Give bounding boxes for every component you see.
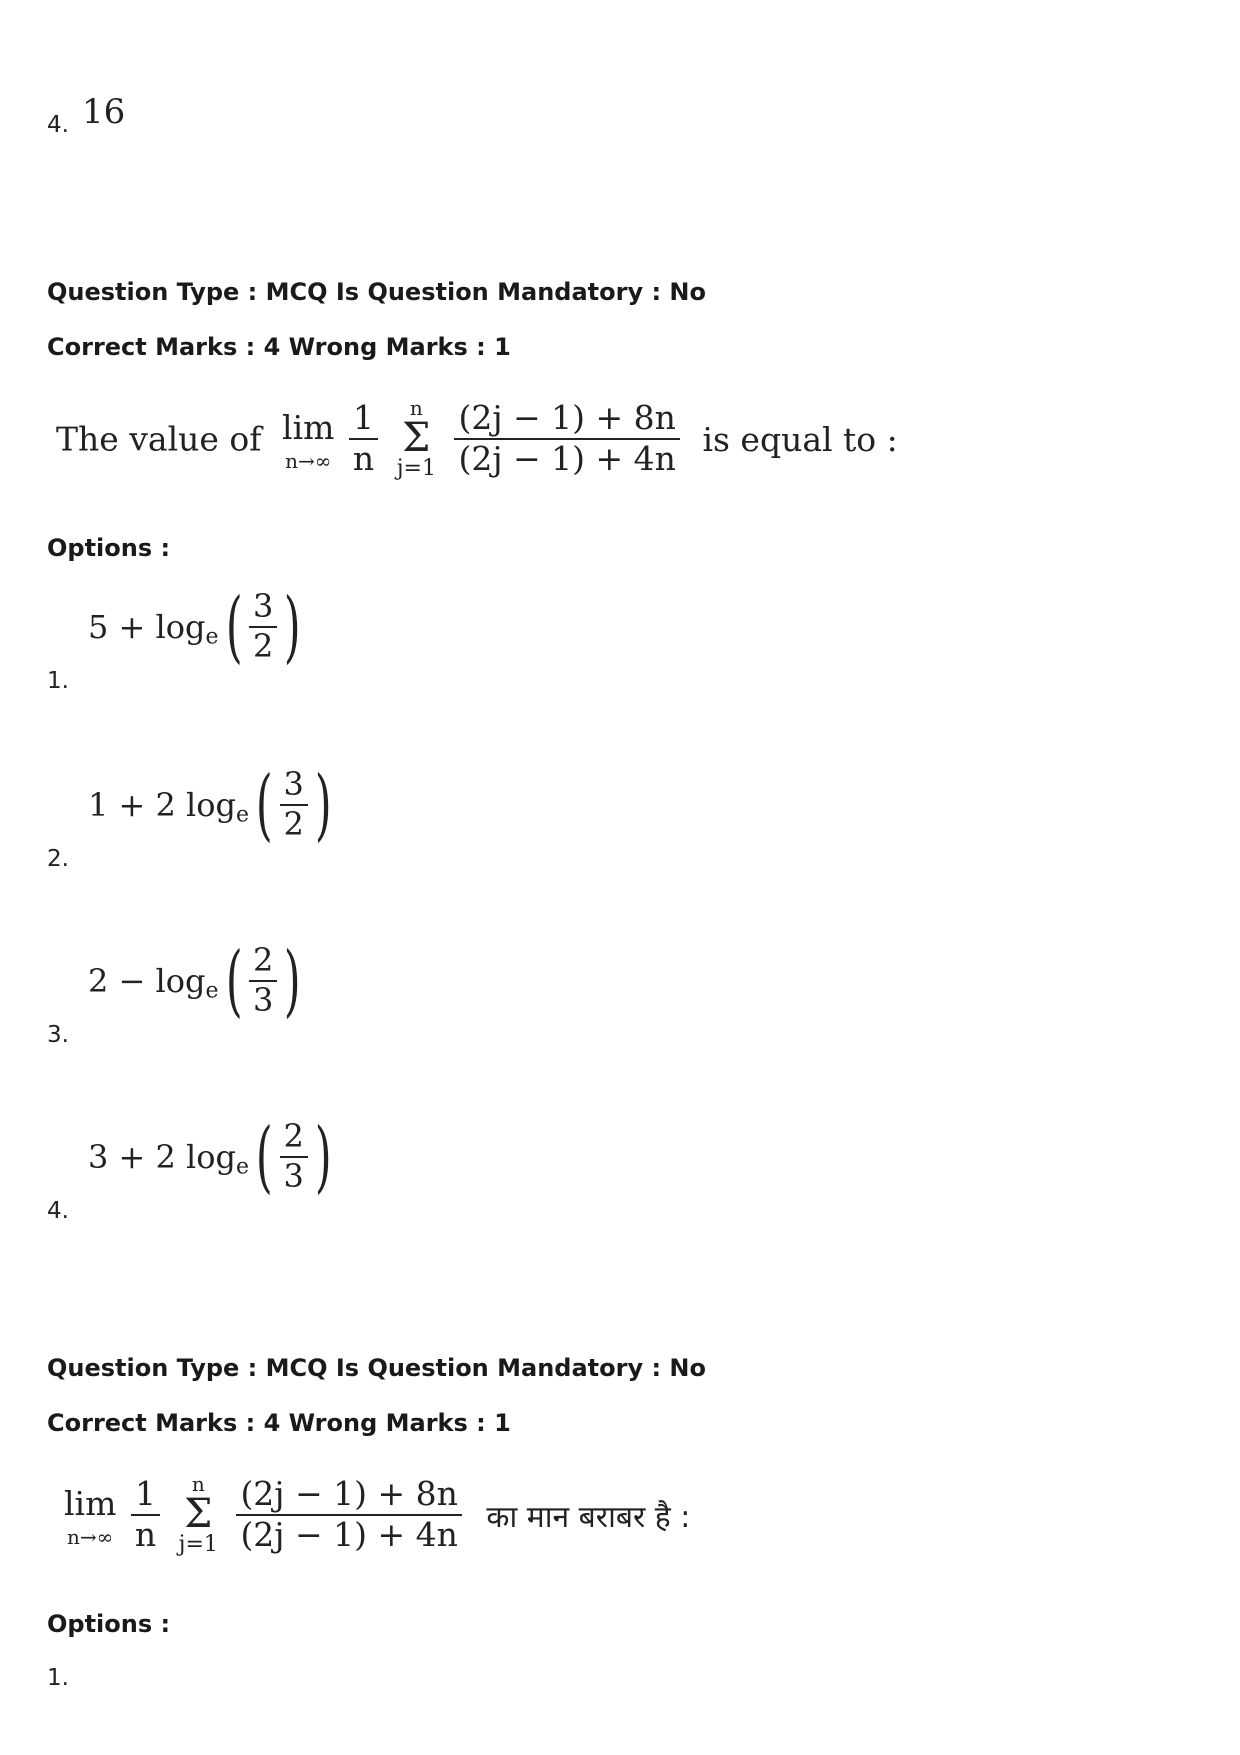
option-1-expression[interactable] [88, 582, 308, 672]
left-paren: ( [225, 582, 243, 672]
sum-lower-limit: j=1 [396, 456, 436, 481]
fraction-denominator: n [352, 439, 375, 478]
right-paren: ) [314, 1112, 332, 1202]
main-denominator: (2j − 1) + 4n [458, 439, 676, 478]
limit-operator [64, 1484, 116, 1547]
left-paren: ( [255, 1112, 273, 1202]
options-label: Options : [47, 534, 171, 562]
option-numerator: 3 [249, 590, 277, 628]
fraction-numerator: 1 [349, 401, 378, 440]
limit-operator [282, 408, 334, 471]
lim-subscript: n→∞ [67, 1524, 114, 1549]
option-lead: 5 + log [88, 608, 206, 646]
option-denominator: 2 [283, 805, 304, 843]
option-4-number: 4. [47, 1198, 69, 1224]
question-prefix: The value of [56, 419, 262, 459]
option-2-expression[interactable] [88, 760, 338, 850]
summation [179, 1474, 218, 1556]
question-2-suffix: का मान बराबर है : [486, 1499, 691, 1535]
summation [397, 398, 436, 480]
left-paren: ( [255, 760, 273, 850]
question-2-marks-line: Correct Marks : 4 Wrong Marks : 1 [47, 1409, 511, 1437]
right-paren: ) [284, 936, 301, 1026]
option-4-expression[interactable] [88, 1112, 338, 1202]
log-base: e [236, 802, 250, 828]
main-fraction [454, 398, 679, 478]
question-2-statement [64, 1474, 690, 1556]
main-numerator: (2j − 1) + 8n [454, 401, 679, 440]
previous-option-value: 16 [82, 92, 126, 132]
main-fraction [236, 1474, 461, 1554]
fraction-numerator: 1 [131, 1477, 160, 1516]
question-1-statement [56, 398, 898, 480]
marks-line: Correct Marks : 4 Wrong Marks : 1 [47, 333, 511, 361]
option-denominator: 3 [283, 1157, 304, 1195]
option-denominator: 3 [252, 981, 274, 1019]
option-fraction [249, 941, 277, 1019]
option-3-expression[interactable] [88, 936, 308, 1026]
option-fraction [249, 587, 277, 665]
left-paren: ( [225, 936, 243, 1026]
question-2-option-1-number: 1. [47, 1665, 69, 1691]
option-denominator: 2 [252, 627, 274, 665]
lim-subscript: n→∞ [285, 448, 332, 473]
sigma-symbol: Σ [184, 1491, 213, 1537]
log-base: e [205, 624, 219, 650]
right-paren: ) [314, 760, 332, 850]
sum-lower-limit: j=1 [178, 1532, 218, 1557]
option-lead: 3 + 2 log [88, 1138, 237, 1176]
question-2-options-label: Options : [47, 1610, 171, 1638]
sum-upper-limit: n [409, 396, 423, 420]
lim-text: lim [282, 407, 335, 447]
sum-upper-limit: n [191, 1472, 205, 1496]
log-base: e [236, 1154, 250, 1180]
fraction-denominator: n [134, 1515, 157, 1554]
option-lead: 1 + 2 log [88, 786, 237, 824]
option-2-number: 2. [47, 846, 69, 872]
option-numerator: 2 [280, 1120, 308, 1158]
option-3-number: 3. [47, 1022, 69, 1048]
question-2-type-line: Question Type : MCQ Is Question Mandatory : No [47, 1354, 706, 1382]
lim-text: lim [64, 1483, 117, 1523]
previous-option-number: 4. [47, 112, 69, 138]
right-paren: ) [284, 582, 301, 672]
question-type-line: Question Type : MCQ Is Question Mandatory : No [47, 278, 706, 306]
option-fraction [280, 765, 308, 843]
option-1-number: 1. [47, 668, 69, 694]
option-fraction [280, 1117, 308, 1195]
sigma-symbol: Σ [402, 415, 431, 461]
log-base: e [205, 978, 219, 1004]
option-numerator: 3 [280, 768, 308, 806]
one-over-n-fraction [349, 398, 378, 478]
option-numerator: 2 [249, 944, 277, 982]
question-suffix: is equal to : [702, 419, 898, 459]
one-over-n-fraction [131, 1474, 160, 1554]
main-numerator: (2j − 1) + 8n [236, 1477, 461, 1516]
main-denominator: (2j − 1) + 4n [240, 1515, 458, 1554]
option-lead: 2 − log [88, 962, 206, 1000]
